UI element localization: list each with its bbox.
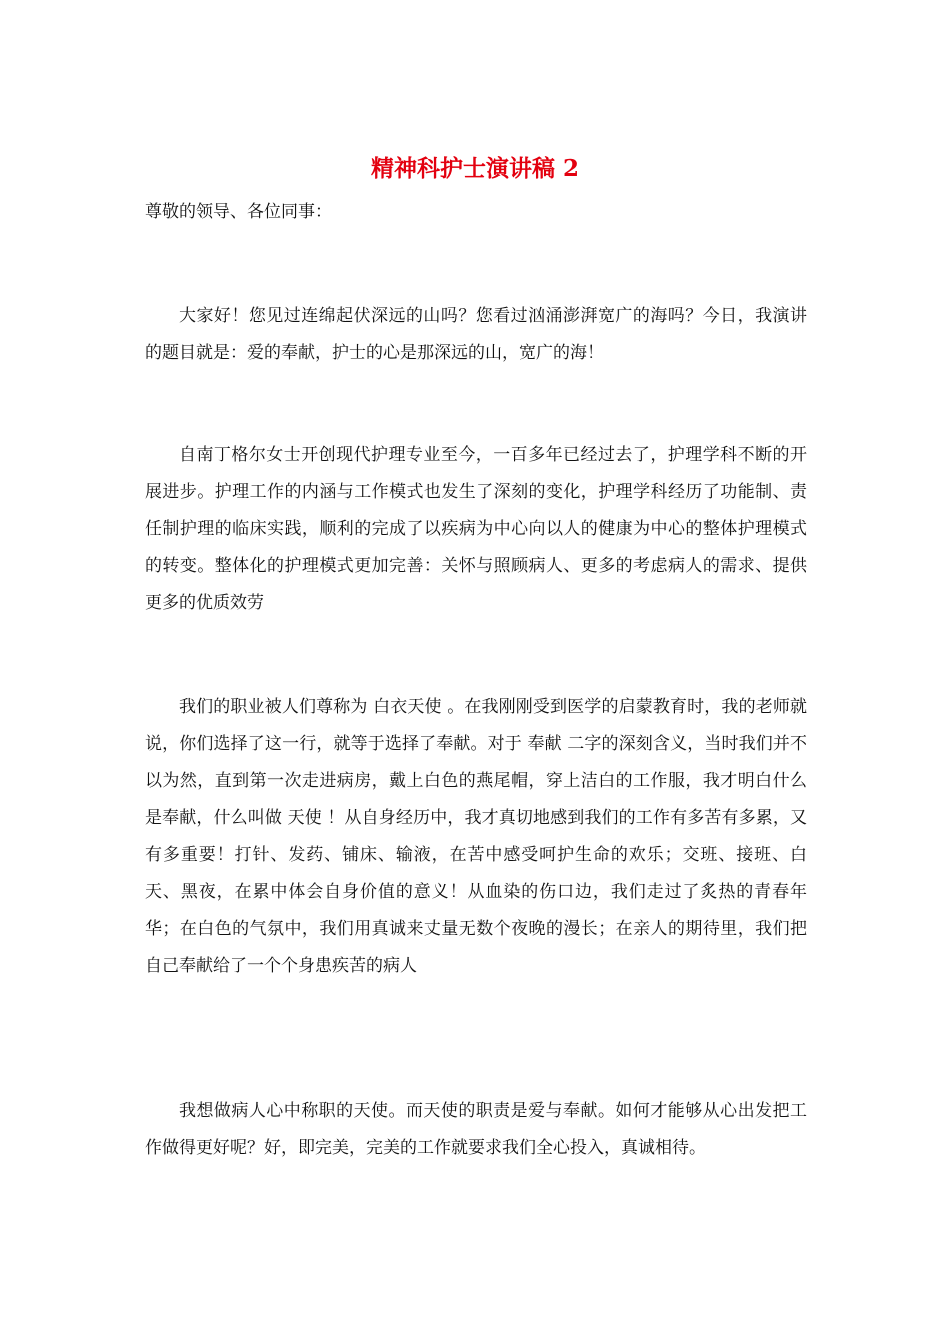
paragraph-nursing-history: 自南丁格尔女士开创现代护理专业至今，一百多年已经过去了，护理学科不断的开展进步。护理工作的内涵与工作模式也发生了深刻的变化，护理学科经历了功能制、责任制护理的临床实践，顺利的完成了以疾病为中心向以人的健康为中心的整体护理模式的转变。整体化的护理模式更加完善：关怀与照顾病人、更多的考虑病人的需求、提供更多的优质效劳 <box>145 445 807 613</box>
paragraph-white-angel: 我们的职业被人们尊称为 白衣天使 。在我刚刚受到医学的启蒙教育时，我的老师就说，你们选择了这一行，就等于选择了奉献。对于 奉献 二字的深刻含义，当时我们并不以为然，直到第一次走进病房，戴上白色的燕尾帽，穿上洁白的工作服，我才明白什么是奉献，什么叫做 天使 ！从自身经历中，我才真切地感到我们的工作有多苦有多累，又有多重要！打针、发药、铺床、输液，在苦中感受呵护生命的欢乐；交班、接班、白天、黑夜，在累中体会自身价值的意义！从血染的伤口边，我们走过了炙热的青春年华；在白色的气氛中，我们用真诚来丈量无数个夜晚的漫长；在亲人的期待里，我们把自己奉献给了一个个身患疾苦的病人 <box>145 697 807 976</box>
paragraph-angel-duty: 我想做病人心中称职的天使。而天使的职责是爱与奉献。如何才能够从心出发把工作做得更好呢？好，即完美，完美的工作就要求我们全心投入，真诚相待。 <box>145 1101 807 1158</box>
paragraph-greeting: 大家好！您见过连绵起伏深远的山吗？您看过汹涌澎湃宽广的海吗？今日，我演讲的题目就是：爱的奉献，护士的心是那深远的山，宽广的海！ <box>145 306 807 363</box>
salutation: 尊敬的领导、各位同事： <box>145 202 332 222</box>
document-title: 精神科护士演讲稿 2 <box>370 155 579 182</box>
